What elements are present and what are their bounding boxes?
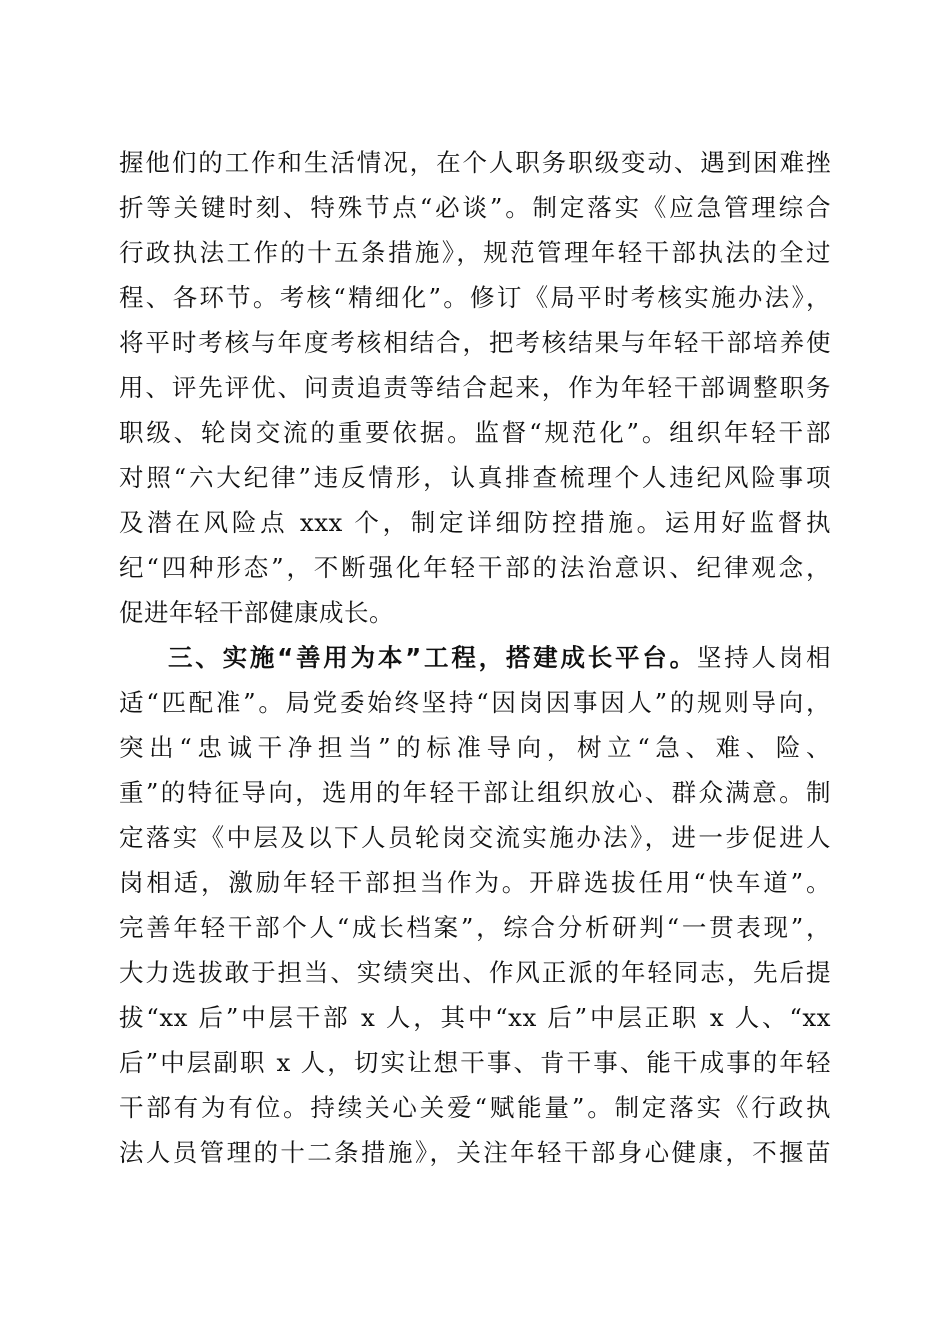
text-line: 对照“六大纪律”违反情形，认真排查梳理个人违纪风险事项 [119,463,831,492]
text-line: 定落实《中层及以下人员轮岗交流实施办法》，进一步促进人 [119,823,831,852]
section-heading: 三、实施“善用为本”工程，搭建成长平台。 [168,643,697,672]
text-line: 纪“四种形态”，不断强化年轻干部的法治意识、纪律观念， [119,553,831,582]
text-line: 完善年轻干部个人“成长档案”，综合分析研判“一贯表现”， [119,913,831,942]
text-line: 握他们的工作和生活情况，在个人职务职级变动、遇到困难挫 [119,148,831,177]
text-line: 职级、轮岗交流的重要依据。监督“规范化”。组织年轻干部 [119,418,831,447]
text-line: 重”的特征导向，选用的年轻干部让组织放心、群众满意。制 [119,778,831,807]
text-line: 用、评先评优、问责追责等结合起来，作为年轻干部调整职务 [119,373,831,402]
section-heading-rest: 坚持人岗相 [696,643,832,672]
text-line: 行政执法工作的十五条措施》，规范管理年轻干部执法的全过 [119,238,831,267]
text-line: 将平时考核与年度考核相结合，把考核结果与年轻干部培养使 [119,328,831,357]
text-line: 突出“忠诚干净担当”的标准导向，树立“急、难、险、 [119,733,831,762]
text-line: 程、各环节。考核“精细化”。修订《局平时考核实施办法》， [119,283,831,312]
text-line: 及潜在风险点 xxx 个，制定详细防控措施。运用好监督执 [119,508,831,537]
section-heading-line [168,643,831,673]
text-line: 大力选拔敢于担当、实绩突出、作风正派的年轻同志，先后提 [119,958,831,987]
text-line: 岗相适，激励年轻干部担当作为。开辟选拔任用“快车道”。 [119,868,831,897]
text-line: 法人员管理的十二条措施》，关注年轻干部身心健康，不揠苗 [119,1138,831,1167]
text-line: 促进年轻干部健康成长。 [119,598,394,627]
text-line: 折等关键时刻、特殊节点“必谈”。制定落实《应急管理综合 [119,193,831,222]
text-line: 适“匹配准”。局党委始终坚持“因岗因事因人”的规则导向， [119,688,831,717]
text-line: 拔“xx 后”中层干部 x 人，其中“xx 后”中层正职 x 人、“xx [119,1003,831,1032]
text-line: 后”中层副职 x 人，切实让想干事、肯干事、能干成事的年轻 [119,1048,831,1077]
text-line: 干部有为有位。持续关心关爱“赋能量”。制定落实《行政执 [119,1093,831,1122]
